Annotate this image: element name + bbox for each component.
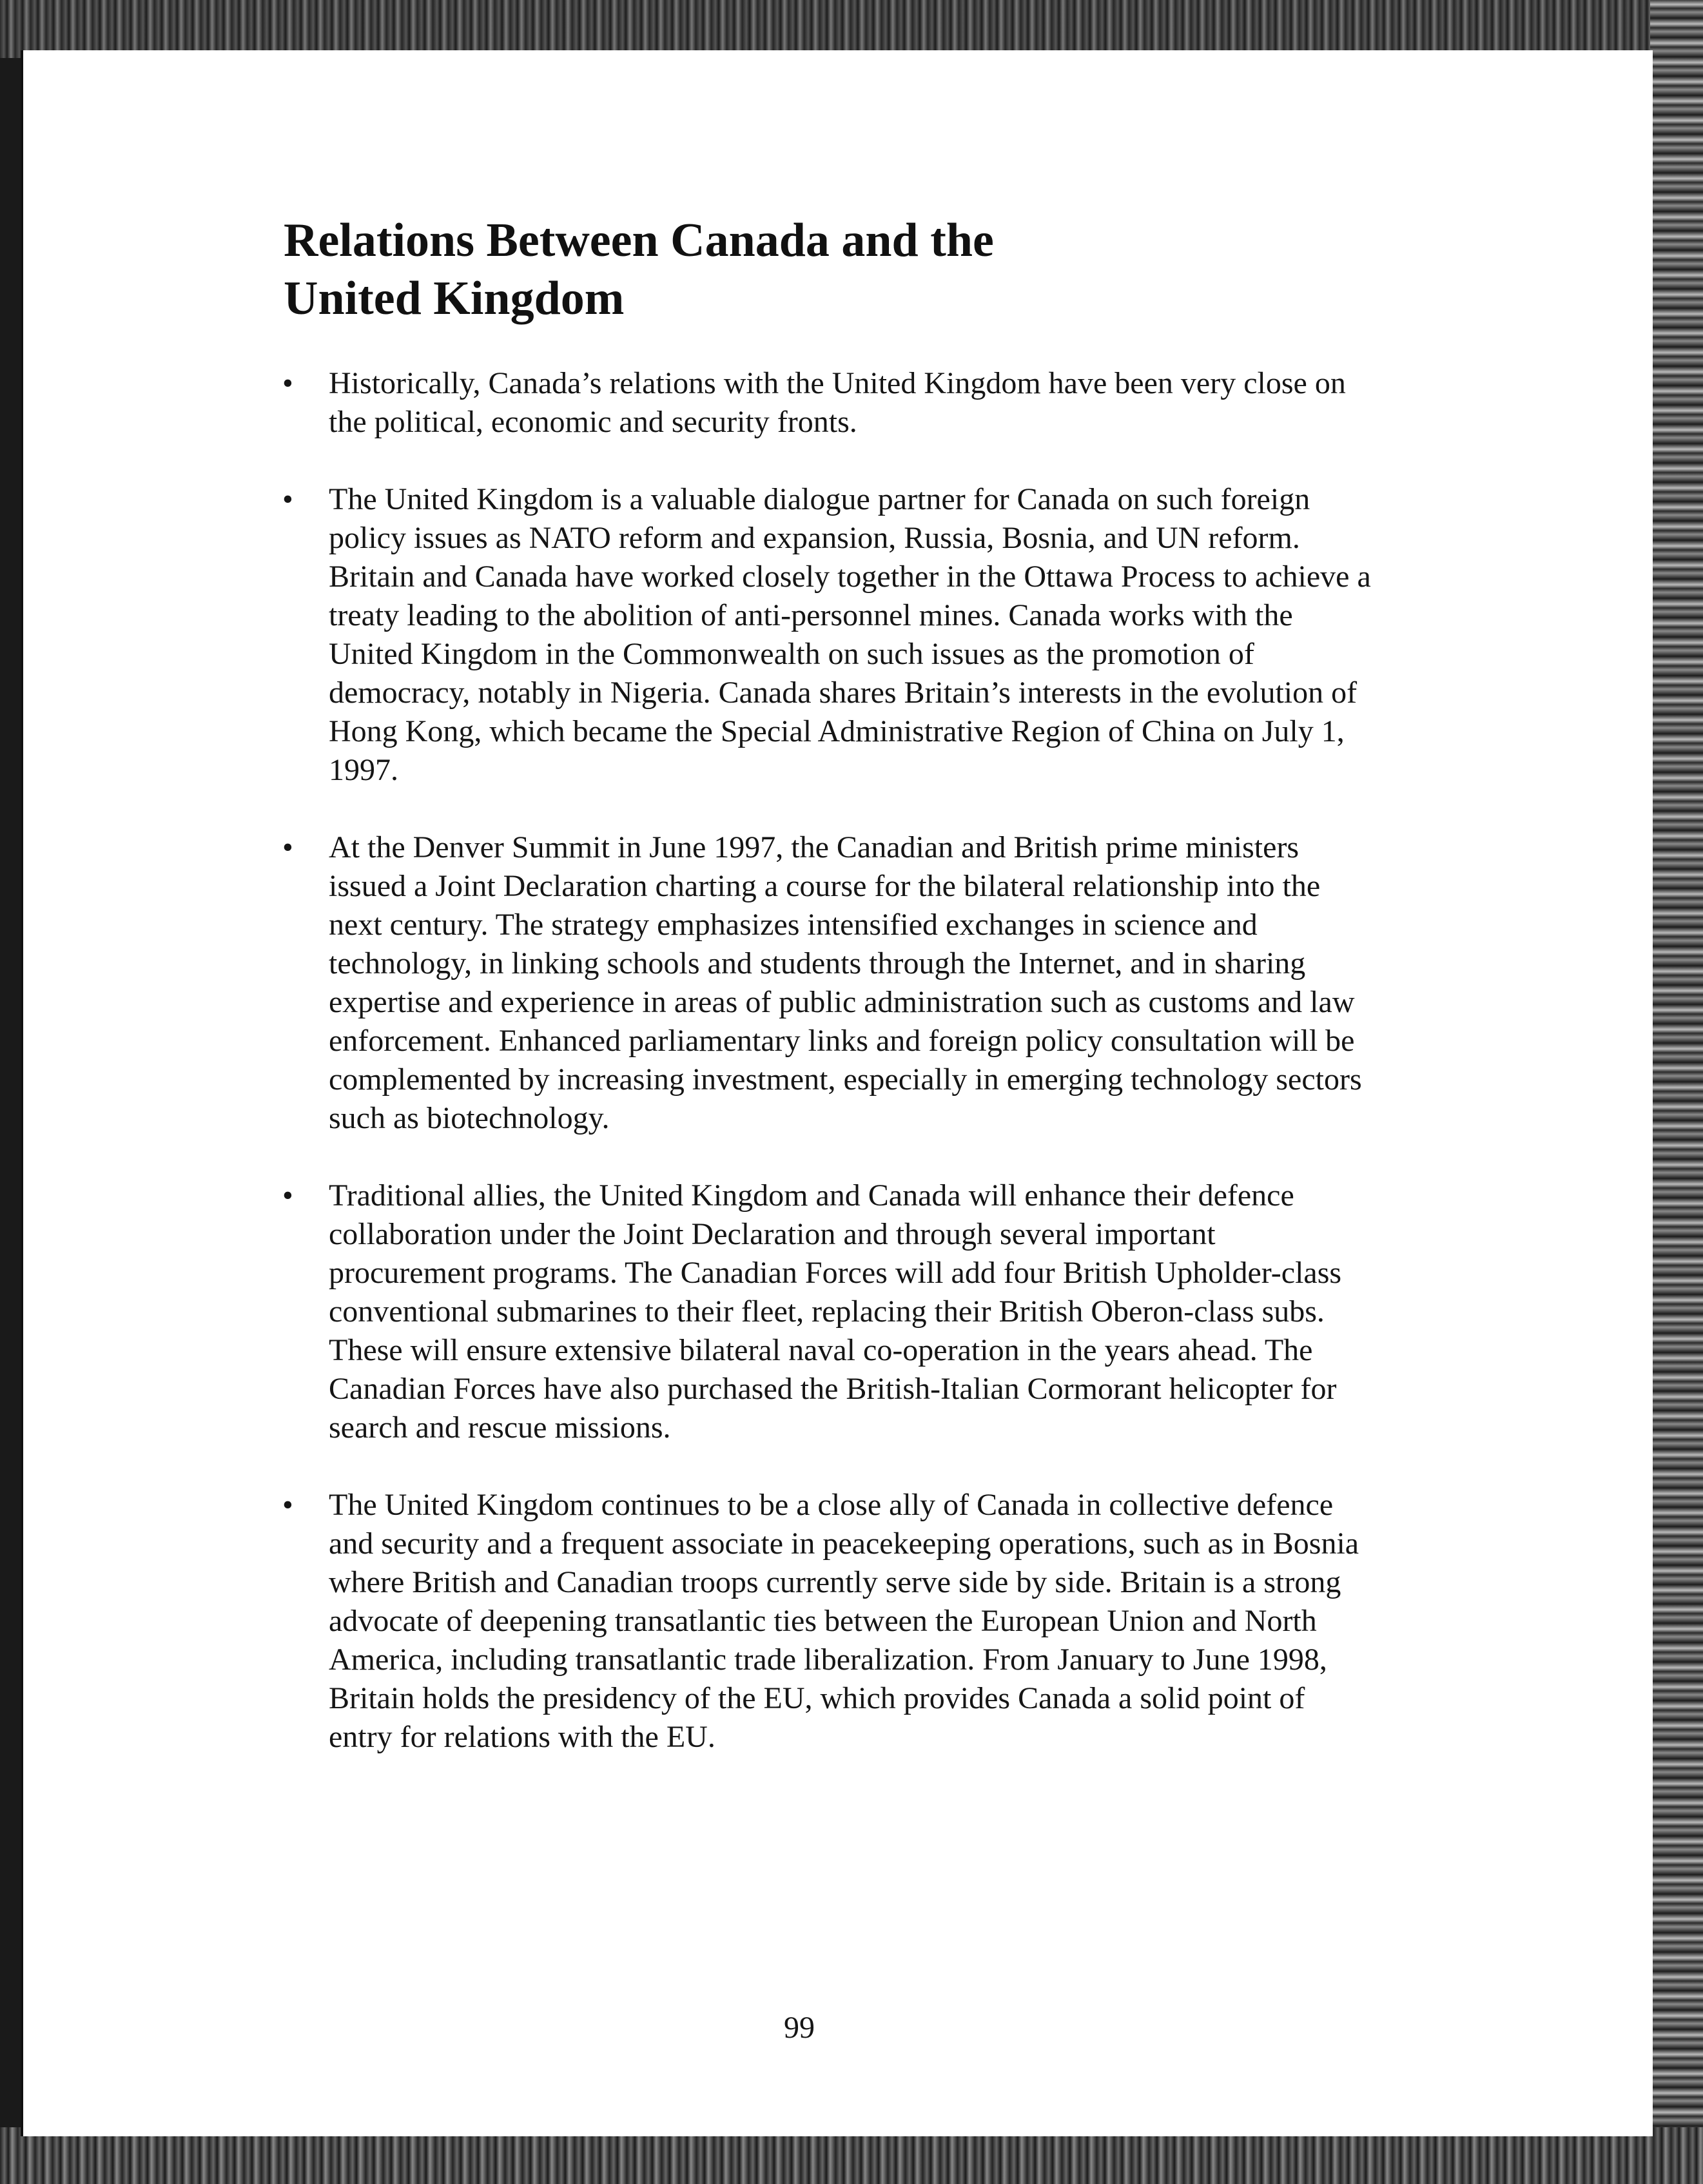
bullet-marker: • (282, 1488, 293, 1522)
bullet-text: Traditional allies, the United Kingdom and Canada will enhance their defence collaboration under the Joint Declaration and through several important procurement programs. The Canadian Forces will add four British Upholder-class conventional submarines to their fleet, replacing their British Oberon-class subs. These will ensure extensive bilateral naval co-operation in the years ahead. The Canadian Forces have also purchased the British-Italian Cormorant helicopter for search and rescue missions. (329, 1178, 1342, 1445)
bullet-item (282, 1176, 1373, 1447)
bullet-item (282, 828, 1373, 1138)
scan-border-right (1650, 0, 1703, 2184)
bullet-text: The United Kingdom is a valuable dialogue partner for Canada on such foreign policy issues as NATO reform and expansion, Russia, Bosnia, and UN reform. Britain and Canada have worked closely together in the Ottawa Process to achieve a treaty leading to the abolition of anti-personnel mines. Canada works with the United Kingdom in the Commonwealth on such issues as the promotion of democracy, notably in Nigeria. Canada shares Britain’s interests in the evolution of Hong Kong, which became the Special Administrative Region of China on July 1, 1997. (329, 482, 1371, 787)
scan-border-top (0, 0, 1703, 58)
title-line: United Kingdom (284, 272, 625, 325)
bullet-list (282, 364, 1373, 1795)
page-title (284, 211, 1379, 327)
page-number: 99 (784, 2011, 815, 2045)
bullet-text: The United Kingdom continues to be a close ally of Canada in collective defence and security and a frequent associate in peacekeeping operations, such as in Bosnia where British and Canadian troops currently serve side by side. Britain is a strong advocate of deepening transatlantic ties between the European Union and North America, including transatlantic trade liberalization. From January to June 1998, Britain holds the presidency of the EU, which provides Canada a solid point of entry for relations with the EU. (329, 1488, 1359, 1754)
title-line: Relations Between Canada and the (284, 214, 994, 267)
bullet-item (282, 480, 1373, 790)
bullet-text: At the Denver Summit in June 1997, the Canadian and British prime ministers issued a Joint Declaration charting a course for the bilateral relationship into the next century. The strategy emphasizes intensified exchanges in science and technology, in linking schools and students through the Internet, and in sharing expertise and experience in areas of public administration such as customs and law enforcement. Enhanced parliamentary links and foreign policy consultation will be complemented by increasing investment, especially in emerging technology sectors such as biotechnology. (329, 830, 1362, 1135)
bullet-marker: • (282, 830, 293, 864)
bullet-item (282, 364, 1373, 442)
bullet-marker: • (282, 366, 293, 400)
bullet-text: Historically, Canada’s relations with the United Kingdom have been very close on the political, economic and security fronts. (329, 366, 1346, 439)
bullet-item (282, 1486, 1373, 1757)
bullet-marker: • (282, 1178, 293, 1213)
bullet-marker: • (282, 482, 293, 516)
